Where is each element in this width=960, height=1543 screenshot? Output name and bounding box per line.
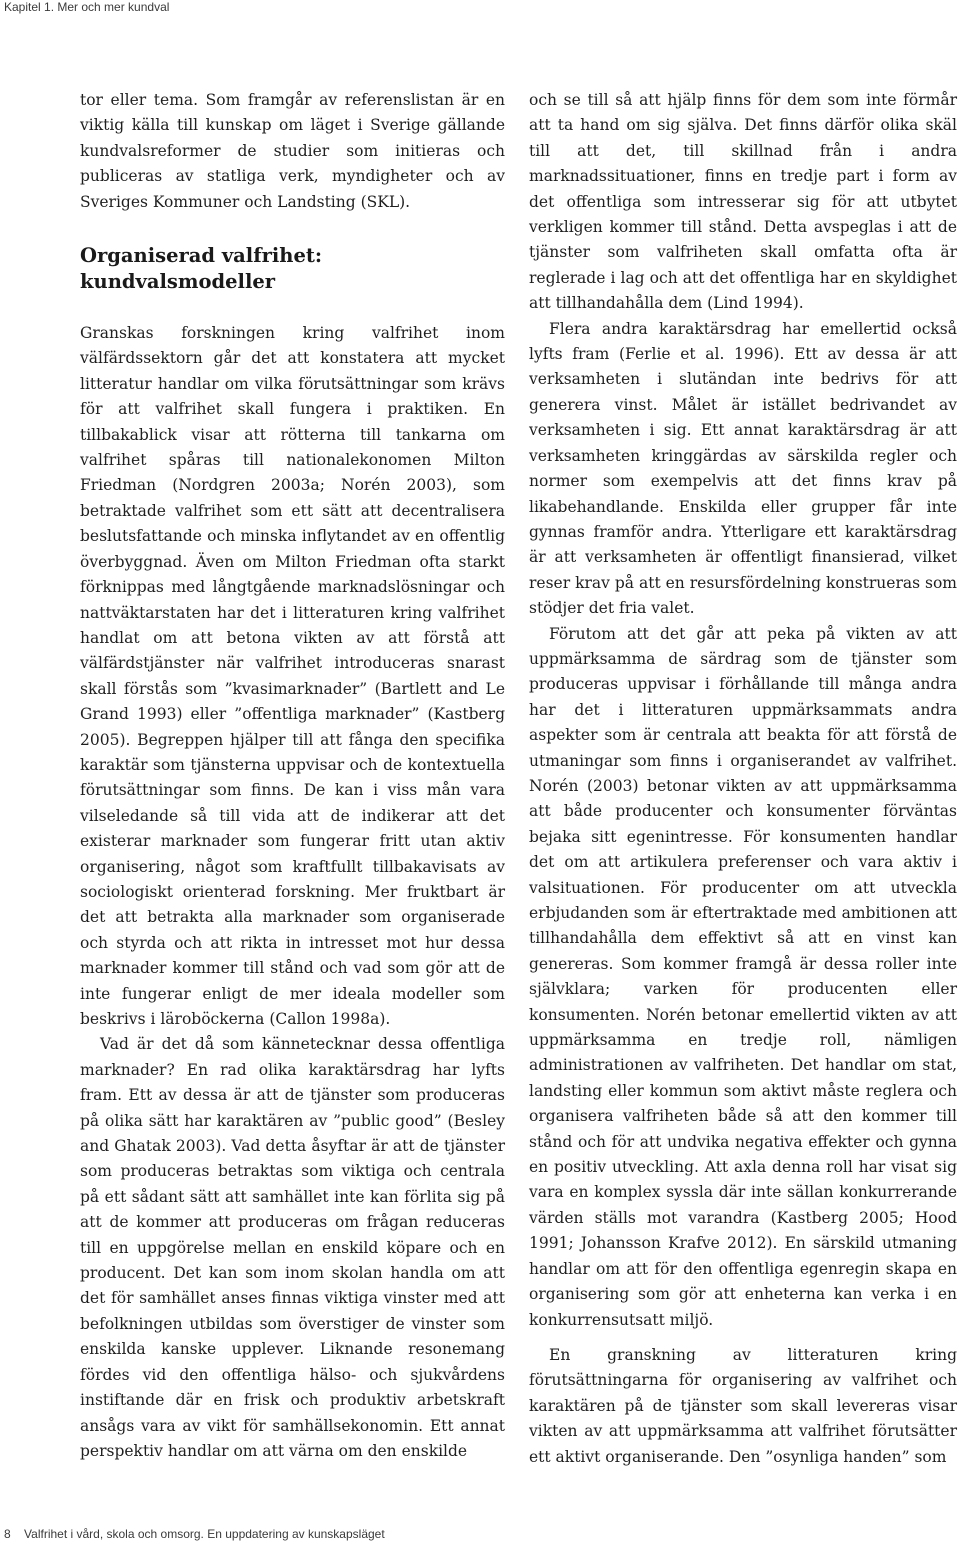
- left-column: [80, 88, 505, 1464]
- publication-title: Valfrihet i vård, skola och omsorg. En uppdatering av kunskapsläget: [24, 1527, 385, 1541]
- page-footer: [4, 1527, 385, 1541]
- right-column: [529, 88, 957, 1470]
- section-heading: Organiserad valfrihet: kundvalsmodeller: [80, 244, 323, 294]
- intro-paragraph: tor eller tema. Som framgår av referenslistan är en viktig källa till kunskap om läget i Sverige gällande kundvalsreformer de studier som initieras och publiceras av statliga verk, myndigheter och av Sveriges Kommuner och Landsting (SKL).: [80, 91, 505, 211]
- body-paragraph: Flera andra karaktärsdrag har emellertid också lyfts fram (Ferlie et al. 1996). Ett av dessa är att verksamheten i slutändan inte bedrivs för att generera vinst. Målet är istället bedrivandet av verksamheten i sig. Ett annat karaktärsdrag är att verksamheten kringgärdas av särskilda regler och normer som exempelvis att det finns krav på likabehandlande. Enskilda eller grupper får inte gynnas framför andra. Ytterligare ett karaktärsdrag är att verksamheten är offentligt finansierad, vilket reser krav på att en resursfördelning konstrueras som stödjer det fria valet.: [529, 319, 957, 618]
- body-paragraph: Granskas forskningen kring valfrihet inom välfärdssektorn går det att konstatera att mycket litteratur handlar om vilka förutsättningar som krävs för att valfrihet skall fungera i praktiken. En tillbakablick visar att rötterna till tankarna om valfrihet spåras till nationalekonomen Milton Friedman (Nordgren 2003a; Norén 2003), som betraktade valfrihet som ett sätt att decentralisera beslutsfattande och minska inflytandet av en offentlig överbyggnad. Även om Milton Friedman ofta starkt förknippas med långtgående marknadslösningar och nattväktarstaten har det i litteraturen kring valfrihet handlat om att betona vikten av att förstå att välfärdstjänster när valfrihet introduceras snarast skall förstås som ”kvasimarknader” (Bartlett and Le Grand 1993) eller ”offentliga marknader” (Kastberg 2005). Begreppen hjälper till att fånga den specifika karaktär som tjänsterna uppvisar och de kontextuella förutsättningar som finns. De kan i viss mån vara vilseledande så till vida att de indikerar att det existerar marknader som fungerar fritt utan aktiv organisering, något som kraftfullt tillbakavisats av sociologiskt orienterad forskning. Mer fruktbart är det att betrakta alla marknader som organiserade och styrda och att rikta in intresset mot hur dessa marknader kommer till stånd och vad som gör att de inte fungerar enligt de mer ideala modeller som beskrivs i läroböckerna (Callon 1998a).: [80, 324, 505, 1028]
- body-paragraph: och se till så att hjälp finns för dem som inte förmår att ta hand om sig själva. Det finns därför olika skäl till att det, till skillnad från i andra marknadssituationer, finns en tredje part i form av det offentliga som intresserar sig för att utbytet verkligen kommer till stånd. Detta avspeglas i att de tjänster som valfriheten skall omfatta ofta är reglerade i lag och att det offentliga har en skyldighet att tillhandahålla dem (Lind 1994).: [529, 91, 957, 313]
- running-header: Kapitel 1. Mer och mer kundval: [4, 0, 170, 14]
- page-number: 8: [4, 1527, 11, 1541]
- body-paragraph: Vad är det då som kännetecknar dessa offentliga marknader? En rad olika karaktärsdrag har lyfts fram. Ett av dessa är att de tjänster som produceras på olika sätt har karaktären av ”public good” (Besley and Ghatak 2003). Vad detta åsyftar är att de tjänster som produceras betraktas som viktiga och centrala på ett sådant sätt att samhället inte kan förlita sig på att de kommer att produceras om frågan reduceras till en uppgörelse mellan en enskild köpare och en producent. Det kan som inom skolan handla om att det för samhället anses finnas viktiga vinster med att befolkningen utbildas som överstiger de vinster som enskilda kanske upplever. Liknande resonemang fördes vid den offentliga hälso- och sjukvårdens instiftande där en frisk och produktiv arbetskraft ansågs vara av vikt för samhällsekonomin. Ett annat perspektiv handlar om att värna om den enskilde: [80, 1035, 505, 1460]
- body-paragraph: En granskning av litteraturen kring förutsättningarna för organisering av valfrihet och karaktären på de tjänster som skall levereras visar vikten av att uppmärksamma att valfrihet förutsätter ett aktivt organiserande. Den ”osynliga handen” som: [529, 1345, 957, 1466]
- body-paragraph: Förutom att det går att peka på vikten av att uppmärksamma de särdrag som de tjänster som produceras uppvisar i förhållande till många andra har det i litteraturen uppmärksammats andra aspekter som är centrala att beakta för att förstå de utmaningar som finns i organiserandet av valfrihet. Norén (2003) betonar vikten av att uppmärksamma att både producenter och konsumenter förväntas bejaka sitt egenintresse. För konsumenten handlar det om att artikulera preferenser och vara aktiv i valsituationen. För producenter om att utveckla erbjudanden som är eftertraktade med ambitionen att tillhandahålla dem effektivt så att en vinst kan genereras. Som kommer framgå är dessa roller inte självklara; varken för producenten eller konsumenten. Norén betonar emellertid vikten av att uppmärksamma en tredje roll, nämligen administrationen av valfriheten. Det handlar om stat, landsting eller kommun som aktivt måste reglera och organisera valfriheten både så att den kommer till stånd och för att undvika negativa effekter och gynna en positiv utveckling. Att axla denna roll har visat sig vara en komplex syssla där inte sällan konkurrerande värden ställs mot varandra (Kastberg 2005; Hood 1991; Johansson Krafve 2012). En särskild utmaning handlar om att för den offentliga egenregin skapa en organisering som gör att enheterna kan verka i en konkurrensutsatt miljö.: [529, 624, 957, 1329]
